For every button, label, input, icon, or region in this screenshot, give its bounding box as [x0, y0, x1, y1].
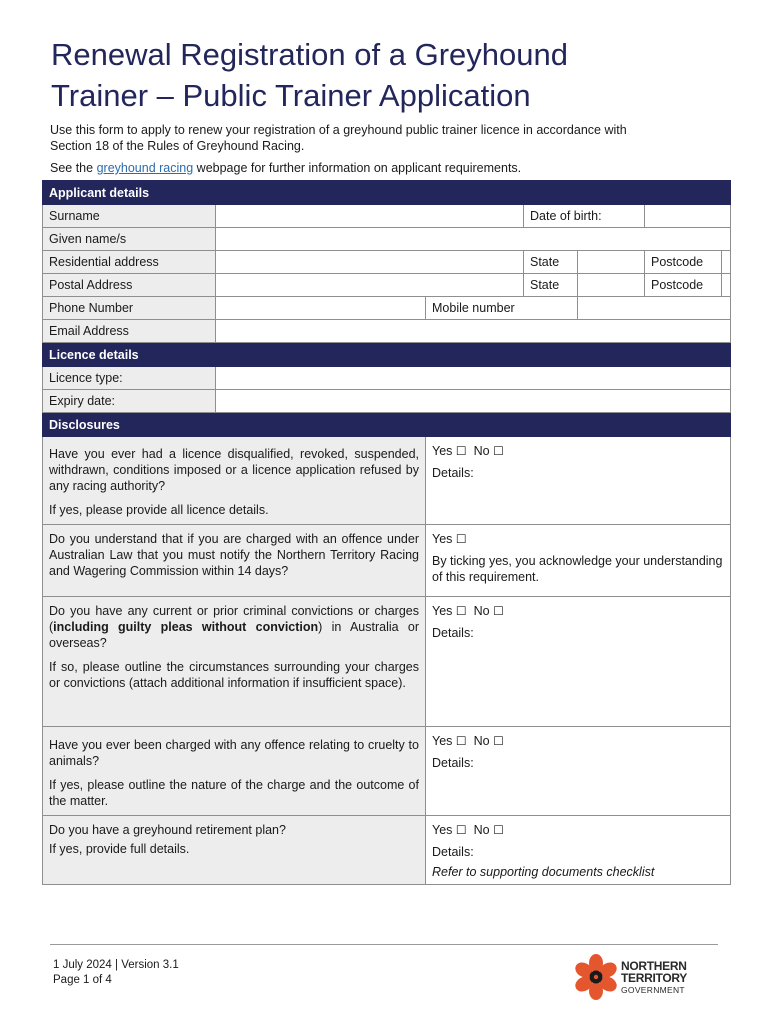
dob-field[interactable] — [645, 205, 731, 228]
postal-postcode-label: Postcode — [645, 274, 722, 296]
disclosure-answer-5 — [426, 816, 731, 885]
no-label: No — [473, 604, 490, 618]
supporting-documents-note: Refer to supporting documents checklist — [432, 865, 655, 879]
residential-postcode-label: Postcode — [645, 251, 722, 273]
yes-checkbox[interactable] — [432, 604, 467, 618]
page-number: Page 1 of 4 — [53, 974, 112, 986]
question-note: If yes, please provide all licence details. — [49, 503, 269, 517]
question-note: If yes, provide full details. — [49, 842, 190, 856]
postal-postcode-cell — [645, 274, 731, 297]
logo-line-3: GOVERNMENT — [621, 985, 685, 995]
question-text: Have you ever had a licence disqualified, revoked, suspended, withdrawn, conditions imposed or a licence application refused by any racing authority? — [49, 447, 419, 493]
phone-field[interactable] — [216, 297, 426, 320]
yes-label: Yes — [432, 734, 453, 748]
surname-label: Surname — [43, 205, 216, 228]
residential-address-label: Residential address — [43, 251, 216, 274]
checkbox-icon: ☐ — [493, 604, 504, 618]
no-checkbox[interactable] — [474, 604, 504, 618]
no-label: No — [473, 823, 490, 837]
nt-government-logo — [573, 954, 713, 1000]
mobile-field[interactable] — [578, 297, 731, 320]
logo-line-2: TERRITORY — [621, 971, 687, 985]
question-text: Do you understand that if you are charged with an offence under Australian Law that you must notify the Northern Territory Racing and Wagering Commission within 14 days? — [49, 532, 419, 578]
yes-label: Yes — [432, 604, 453, 618]
section-header-disclosures: Disclosures — [43, 413, 731, 437]
question-note: If so, please outline the circumstances surrounding your charges or convictions (attach additional information if insufficient space). — [49, 660, 419, 690]
checkbox-icon: ☐ — [455, 734, 467, 748]
licence-type-field[interactable] — [216, 367, 731, 390]
no-checkbox[interactable] — [474, 823, 504, 837]
question-text: Do you have a greyhound retirement plan? — [49, 823, 286, 837]
question-text — [49, 603, 419, 651]
question-text: Have you ever been charged with any offence relating to cruelty to animals? — [49, 738, 419, 768]
footer-divider — [50, 944, 718, 945]
given-names-field[interactable] — [216, 228, 731, 251]
flower-logo-icon — [573, 954, 619, 1000]
intro-line-2: Section 18 of the Rules of Greyhound Racing. — [50, 139, 305, 153]
postal-address-label: Postal Address — [43, 274, 216, 297]
no-checkbox[interactable] — [474, 444, 504, 458]
disclosure-question-1 — [43, 437, 426, 525]
email-field[interactable] — [216, 320, 731, 343]
greyhound-racing-link[interactable]: greyhound racing — [96, 161, 194, 175]
checkbox-icon: ☐ — [455, 823, 467, 837]
residential-state-field[interactable] — [578, 251, 645, 274]
version-text: 1 July 2024 | Version 3.1 — [53, 959, 179, 971]
disclosure-question-2 — [43, 525, 426, 597]
intro-link-line — [50, 160, 730, 176]
yes-label: Yes — [432, 532, 453, 546]
checkbox-icon: ☐ — [455, 604, 467, 618]
yes-label: Yes — [432, 444, 453, 458]
postal-address-field[interactable] — [216, 274, 524, 297]
logo-line-1: NORTHERN — [621, 959, 687, 973]
intro-paragraph — [50, 122, 730, 154]
disclosure-question-3 — [43, 597, 426, 727]
no-checkbox[interactable] — [474, 734, 504, 748]
phone-label: Phone Number — [43, 297, 216, 320]
checkbox-icon: ☐ — [493, 444, 504, 458]
question-text-bold: including guilty pleas without conviction — [53, 620, 319, 634]
question-note: If yes, please outline the nature of the charge and the outcome of the matter. — [49, 778, 419, 808]
disclosure-question-5 — [43, 816, 426, 885]
title-line-2: Trainer – Public Trainer Application — [51, 78, 531, 113]
section-header-applicant: Applicant details — [43, 181, 731, 205]
yes-label: Yes — [432, 823, 453, 837]
expiry-date-field[interactable] — [216, 390, 731, 413]
intro-line-1: Use this form to apply to renew your registration of a greyhound public trainer licence in accordance with — [50, 123, 627, 137]
disclosure-question-4 — [43, 727, 426, 816]
acknowledgement-text: By ticking yes, you acknowledge your understanding of this requirement. — [432, 554, 723, 584]
details-label: Details: — [432, 466, 474, 480]
residential-postcode-cell — [645, 251, 731, 274]
licence-type-label: Licence type: — [43, 367, 216, 390]
disclosure-answer-4 — [426, 727, 731, 816]
yes-checkbox[interactable] — [432, 532, 467, 546]
dob-label: Date of birth: — [524, 205, 645, 228]
title-line-1: Renewal Registration of a Greyhound — [51, 37, 568, 72]
details-label: Details: — [432, 756, 474, 770]
disclosure-answer-3 — [426, 597, 731, 727]
details-label: Details: — [432, 626, 474, 640]
intro-text: webpage for further information on applicant requirements. — [193, 161, 522, 175]
disclosure-answer-2 — [426, 525, 731, 597]
question-text-part: Do you have any current or prior criminal convictions or charges ( — [49, 604, 419, 634]
given-names-label: Given name/s — [43, 228, 216, 251]
residential-state-label: State — [524, 251, 578, 274]
residential-address-field[interactable] — [216, 251, 524, 274]
checkbox-icon: ☐ — [493, 823, 504, 837]
logo-wordmark — [621, 960, 687, 996]
checkbox-icon: ☐ — [455, 444, 467, 458]
surname-field[interactable] — [216, 205, 524, 228]
no-label: No — [473, 734, 490, 748]
mobile-label: Mobile number — [426, 297, 578, 320]
page-title — [51, 34, 731, 116]
yes-checkbox[interactable] — [432, 823, 467, 837]
expiry-date-label: Expiry date: — [43, 390, 216, 413]
checkbox-icon: ☐ — [493, 734, 504, 748]
email-label: Email Address — [43, 320, 216, 343]
yes-checkbox[interactable] — [432, 734, 467, 748]
intro-text: See the — [50, 161, 97, 175]
no-label: No — [473, 444, 490, 458]
application-form — [42, 180, 731, 885]
checkbox-icon: ☐ — [455, 532, 467, 546]
question-text-part: ) in Australia or overseas? — [49, 620, 420, 650]
footer — [53, 958, 179, 988]
yes-checkbox[interactable] — [432, 444, 467, 458]
section-header-licence: Licence details — [43, 343, 731, 367]
postal-state-field[interactable] — [578, 274, 645, 297]
details-label: Details: — [432, 845, 474, 859]
postal-state-label: State — [524, 274, 578, 297]
disclosure-answer-1 — [426, 437, 731, 525]
